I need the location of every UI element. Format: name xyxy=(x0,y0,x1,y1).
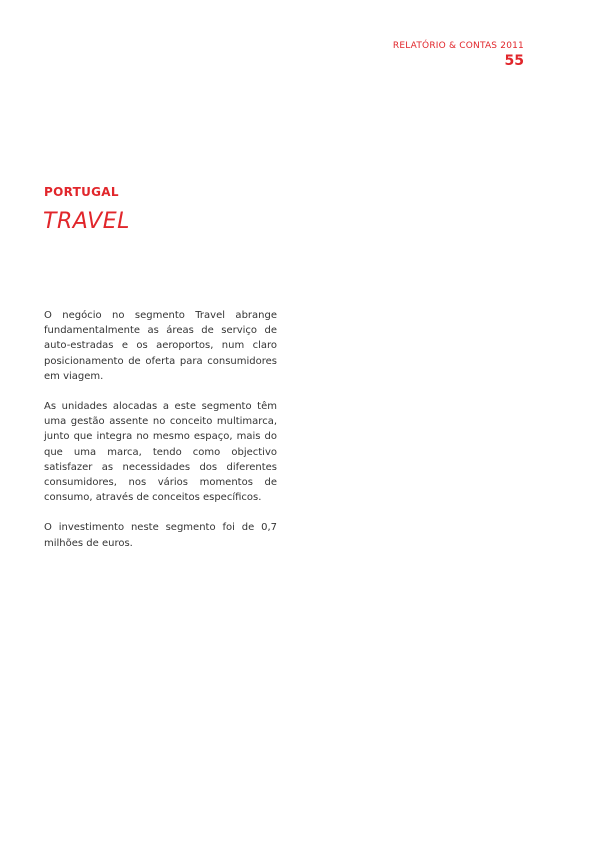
paragraph: O negócio no segmento Travel abrange fundamentalmente as áreas de serviço de auto-estradas e os aeroportos, num claro posicionamento de oferta para consumidores em viagem. xyxy=(44,310,277,382)
body-text xyxy=(44,308,277,566)
section-label: PORTUGAL xyxy=(44,185,119,199)
paragraph: As unidades alocadas a este segmento têm uma gestão assente no conceito multimarca, junto que integra no mesmo espaço, mais do que uma marca, tendo como objectivo satisfazer as necessidades dos diferentes consumidores, nos vários momentos de consumo, através de conceitos específicos. xyxy=(44,401,277,504)
paragraph: O investimento neste segmento foi de 0,7 milhões de euros. xyxy=(44,522,277,549)
page-number: 55 xyxy=(504,53,524,69)
report-title: RELATÓRIO & CONTAS 2011 xyxy=(392,41,524,51)
page-header xyxy=(393,40,524,69)
section-title: TRAVEL xyxy=(43,209,130,234)
